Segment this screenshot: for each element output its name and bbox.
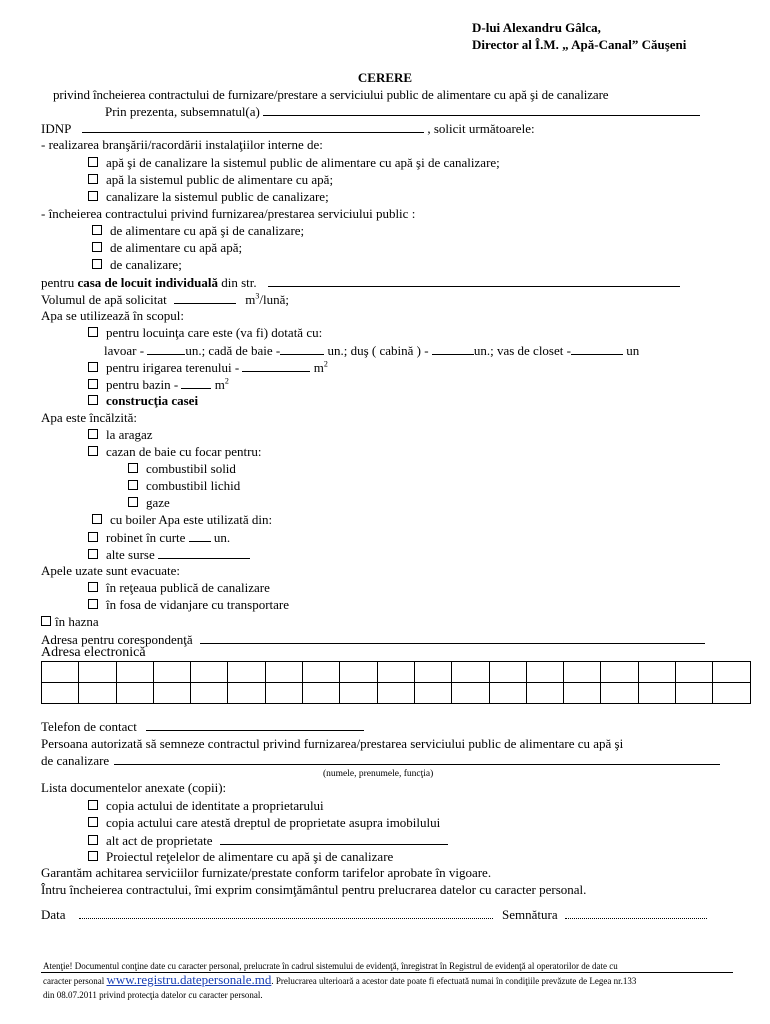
guarantee-text: Garantăm achitarea serviciilor furnizate/prestate conform tarifelor aprobate în vigoare. <box>41 865 492 880</box>
fuel-liquid[interactable] <box>128 478 240 494</box>
volume-field[interactable] <box>174 291 236 304</box>
option-label: Proiectul reţelelor de alimentare cu apă şi de canalizare <box>106 849 394 864</box>
street-field[interactable] <box>268 274 680 287</box>
option-label: cazan de baie cu focar pentru: <box>106 444 262 459</box>
address-field[interactable] <box>200 631 705 644</box>
email-cell[interactable] <box>153 662 190 683</box>
email-cell[interactable] <box>191 683 228 704</box>
recipient-name: D-lui Alexandru Gâlca, <box>472 20 601 35</box>
option-label: alte surse <box>106 547 155 562</box>
checkbox[interactable] <box>92 225 102 235</box>
connect-option-3[interactable] <box>88 189 329 205</box>
connect-label: - realizarea branşării/racordării instalaţiilor interne de: <box>41 137 323 152</box>
email-cell[interactable] <box>452 683 489 704</box>
house-bold: casa de locuit individuală <box>77 275 218 290</box>
contract-option-3[interactable] <box>92 257 182 273</box>
usage-housing[interactable] <box>88 325 322 341</box>
source-other[interactable] <box>88 546 250 563</box>
volume-row <box>41 291 289 308</box>
email-cell[interactable] <box>377 683 414 704</box>
connect-option-2[interactable] <box>88 172 333 188</box>
option-label: alt act de proprietate <box>106 833 213 848</box>
heating-boiler-bath[interactable] <box>88 444 262 460</box>
option-label: construcţia casei <box>106 393 199 408</box>
email-cell[interactable] <box>79 662 116 683</box>
volume-unit-sup: 3 <box>255 291 260 301</box>
checkbox[interactable] <box>88 582 98 592</box>
option-label: canalizare la sistemul public de canalizare; <box>106 189 329 204</box>
signature-label: Semnătura <box>502 907 558 922</box>
checkbox[interactable] <box>88 532 98 542</box>
option-label: pentru locuinţa care este (va fi) dotată cu: <box>106 325 323 340</box>
email-cell[interactable] <box>116 662 153 683</box>
bath-unit: un.; duş ( cabină ) - <box>327 343 429 358</box>
email-cell[interactable] <box>526 662 563 683</box>
email-cell[interactable] <box>265 683 302 704</box>
email-cell[interactable] <box>340 683 377 704</box>
checkbox[interactable] <box>88 157 98 167</box>
email-cell[interactable] <box>377 662 414 683</box>
checkbox[interactable] <box>88 395 98 405</box>
pool-unit-sup: 2 <box>224 376 229 386</box>
option-label: copia actului de identitate a proprietarului <box>106 798 324 813</box>
other-document-field[interactable] <box>220 832 448 845</box>
name-field[interactable] <box>263 103 700 116</box>
lavoar-unit: un.; cadă de baie - <box>185 343 281 358</box>
option-label: în reţeaua publică de canalizare <box>106 580 270 595</box>
usage-pool[interactable] <box>88 376 229 393</box>
option-label: gaze <box>146 495 170 510</box>
documents-label: Lista documentelor anexate (copii): <box>41 780 227 795</box>
lavoar-label: lavoar - <box>104 343 145 358</box>
email-cell[interactable] <box>42 662 79 683</box>
date-field[interactable] <box>79 906 493 919</box>
option-label: în fosa de vidanjare cu transportare <box>106 597 290 612</box>
email-cell[interactable] <box>42 683 79 704</box>
fixtures-row <box>104 342 639 359</box>
checkbox[interactable] <box>88 191 98 201</box>
phone-label: Telefon de contact <box>41 719 137 734</box>
email-cell[interactable] <box>601 683 638 704</box>
document-ownership[interactable] <box>88 815 440 831</box>
idnp-field[interactable] <box>82 120 424 133</box>
toilet-unit: un <box>626 343 640 358</box>
email-cell[interactable] <box>265 662 302 683</box>
footer-line-2-post: . Prelucrarea ulterioară a acestor date poate fi efectuată numai în condiţiile prevăzute de Legea nr.133 <box>271 976 637 986</box>
email-grid-row <box>42 683 751 704</box>
checkbox[interactable] <box>88 549 98 559</box>
checkbox[interactable] <box>92 259 102 269</box>
option-label: combustibil lichid <box>146 478 241 493</box>
email-label: Adresa electronică <box>41 645 146 660</box>
irrigation-unit: m <box>313 360 324 375</box>
email-cell[interactable] <box>228 662 265 683</box>
checkbox[interactable] <box>88 429 98 439</box>
document-title: CERERE <box>357 70 413 85</box>
email-cell[interactable] <box>414 683 451 704</box>
email-cell[interactable] <box>116 683 153 704</box>
waste-cesspool[interactable] <box>41 614 99 630</box>
email-cell[interactable] <box>303 662 340 683</box>
waste-label: Apele uzate sunt evacuate: <box>41 563 180 578</box>
volume-unit-post: /lună; <box>259 292 290 307</box>
email-cell[interactable] <box>676 662 713 683</box>
irrigation-unit-sup: 2 <box>323 359 328 369</box>
email-cell[interactable] <box>526 683 563 704</box>
footer-line-2-pre: caracter personal <box>43 976 105 986</box>
toilet-field[interactable] <box>571 342 623 355</box>
waste-network[interactable] <box>88 580 270 596</box>
house-pre: pentru <box>41 275 78 290</box>
checkbox[interactable] <box>88 379 98 389</box>
option-label: cu boiler Apa este utilizată din: <box>110 512 273 527</box>
idnp-row <box>41 120 535 137</box>
checkbox[interactable] <box>88 362 98 372</box>
email-cell[interactable] <box>79 683 116 704</box>
address-label: Adresa pentru corespondenţă <box>41 632 193 647</box>
checkbox[interactable] <box>88 817 98 827</box>
idnp-suffix: , solicit următoarele: <box>427 121 535 136</box>
option-label: în hazna <box>55 614 99 629</box>
email-cell[interactable] <box>489 662 526 683</box>
checkbox[interactable] <box>92 514 102 524</box>
checkbox[interactable] <box>88 851 98 861</box>
pool-unit: m <box>214 377 225 392</box>
email-cell[interactable] <box>676 683 713 704</box>
option-label: pentru irigarea terenului - <box>106 360 240 375</box>
option-label: de canalizare; <box>110 257 182 272</box>
date-row <box>41 906 493 923</box>
phone-field[interactable] <box>146 718 364 731</box>
footer-line-2 <box>43 974 636 987</box>
idnp-label: IDNP <box>41 121 71 136</box>
email-cell[interactable] <box>638 662 675 683</box>
fuel-gas[interactable] <box>128 495 170 511</box>
shower-unit: un.; vas de closet - <box>473 343 571 358</box>
volume-label: Volumul de apă solicitat <box>41 292 167 307</box>
heating-label: Apa este încălzită: <box>41 410 138 425</box>
checkbox[interactable] <box>88 327 98 337</box>
pool-field[interactable] <box>181 376 211 389</box>
authorized-row <box>41 752 720 769</box>
checkbox[interactable] <box>88 835 98 845</box>
footer-line-3: din 08.07.2011 privind protecţia datelor cu caracter personal. <box>43 990 263 1000</box>
document-subtitle: privind încheierea contractului de furnizare/prestare a serviciului public de alimentare cu apă şi de canalizare <box>53 87 609 102</box>
email-cell[interactable] <box>564 683 601 704</box>
email-cell[interactable] <box>452 662 489 683</box>
checkbox[interactable] <box>41 616 51 626</box>
email-cell[interactable] <box>303 683 340 704</box>
signature-row <box>502 906 707 923</box>
email-cell[interactable] <box>414 662 451 683</box>
document-other[interactable] <box>88 832 448 849</box>
email-cell[interactable] <box>713 662 750 683</box>
checkbox[interactable] <box>88 174 98 184</box>
email-cell[interactable] <box>489 683 526 704</box>
house-row <box>41 274 680 291</box>
authorized-field[interactable] <box>114 752 720 765</box>
house-post: din str. <box>217 275 257 290</box>
volume-unit: m <box>245 292 256 307</box>
registry-link[interactable]: www.registru.datepersonale.md <box>106 972 272 987</box>
signature-field[interactable] <box>565 906 707 919</box>
option-label: de alimentare cu apă apă; <box>110 240 243 255</box>
authorized-label: de canalizare <box>41 753 110 768</box>
usage-label: Apa se utilizează în scopul: <box>41 308 184 323</box>
checkbox[interactable] <box>128 463 138 473</box>
recipient-position: Director al Î.M. „ Apă-Canal” Căuşeni <box>472 37 687 52</box>
checkbox[interactable] <box>88 599 98 609</box>
heating-gas[interactable] <box>88 427 153 443</box>
email-cell[interactable] <box>340 662 377 683</box>
option-label: apă la sistemul public de alimentare cu apă; <box>106 172 334 187</box>
phone-row <box>41 718 364 735</box>
yard-tap-unit: un. <box>213 530 231 545</box>
footer-line-1: Atenţie! Documentul conţine date cu caracter personal, prelucrate în cadrul sistemului de evidenţă, înregistrat în Registrul de evidenţă al operatorilor de date cu <box>43 961 618 971</box>
contract-option-2[interactable] <box>92 240 242 256</box>
checkbox[interactable] <box>128 497 138 507</box>
email-cell[interactable] <box>153 683 190 704</box>
email-grid[interactable] <box>41 661 751 704</box>
email-cell[interactable] <box>228 683 265 704</box>
connect-option-1[interactable] <box>88 155 500 171</box>
source-yard-tap[interactable] <box>88 529 230 546</box>
contract-option-1[interactable] <box>92 223 304 239</box>
checkbox[interactable] <box>88 800 98 810</box>
option-label: pentru bazin - <box>106 377 179 392</box>
bath-field[interactable] <box>280 342 324 355</box>
other-source-field[interactable] <box>158 546 250 559</box>
email-cell[interactable] <box>601 662 638 683</box>
option-label: robinet în curte <box>106 530 186 545</box>
option-label: copia actului care atestă dreptul de proprietate asupra imobilului <box>106 815 441 830</box>
irrigation-field[interactable] <box>242 359 310 372</box>
intro-label: Prin prezenta, subsemnatul(a) <box>105 104 260 119</box>
email-grid-row <box>42 662 751 683</box>
lavoar-field[interactable] <box>147 342 185 355</box>
authorized-hint: (numele, prenumele, funcţia) <box>323 769 434 779</box>
heating-boiler[interactable] <box>92 512 272 528</box>
authorized-line-1: Persoana autorizată să semneze contractul privind furnizarea/prestarea serviciului public de alimentare cu apă şi <box>41 736 624 751</box>
shower-field[interactable] <box>432 342 474 355</box>
fuel-solid[interactable] <box>128 461 236 477</box>
yard-tap-field[interactable] <box>189 529 211 542</box>
document-id[interactable] <box>88 798 324 814</box>
email-cell[interactable] <box>638 683 675 704</box>
option-label: la aragaz <box>106 427 153 442</box>
option-label: de alimentare cu apă şi de canalizare; <box>110 223 305 238</box>
intro-row <box>105 103 700 120</box>
option-label: combustibil solid <box>146 461 236 476</box>
checkbox[interactable] <box>88 446 98 456</box>
contract-label: - încheierea contractului privind furnizarea/prestarea serviciului public : <box>41 206 416 221</box>
usage-construction[interactable] <box>88 393 198 409</box>
email-cell[interactable] <box>713 683 750 704</box>
document-project[interactable] <box>88 849 393 865</box>
waste-pit-transport[interactable] <box>88 597 289 613</box>
checkbox[interactable] <box>92 242 102 252</box>
email-cell[interactable] <box>191 662 228 683</box>
email-cell[interactable] <box>564 662 601 683</box>
option-label: apă şi de canalizare la sistemul public de alimentare cu apă şi de canalizare; <box>106 155 500 170</box>
usage-irrigation[interactable] <box>88 359 328 376</box>
checkbox[interactable] <box>128 480 138 490</box>
consent-text: Întru încheierea contractului, îmi exprim consimţământul pentru prelucrarea datelor cu caracter personal. <box>41 882 587 897</box>
date-label: Data <box>41 907 66 922</box>
